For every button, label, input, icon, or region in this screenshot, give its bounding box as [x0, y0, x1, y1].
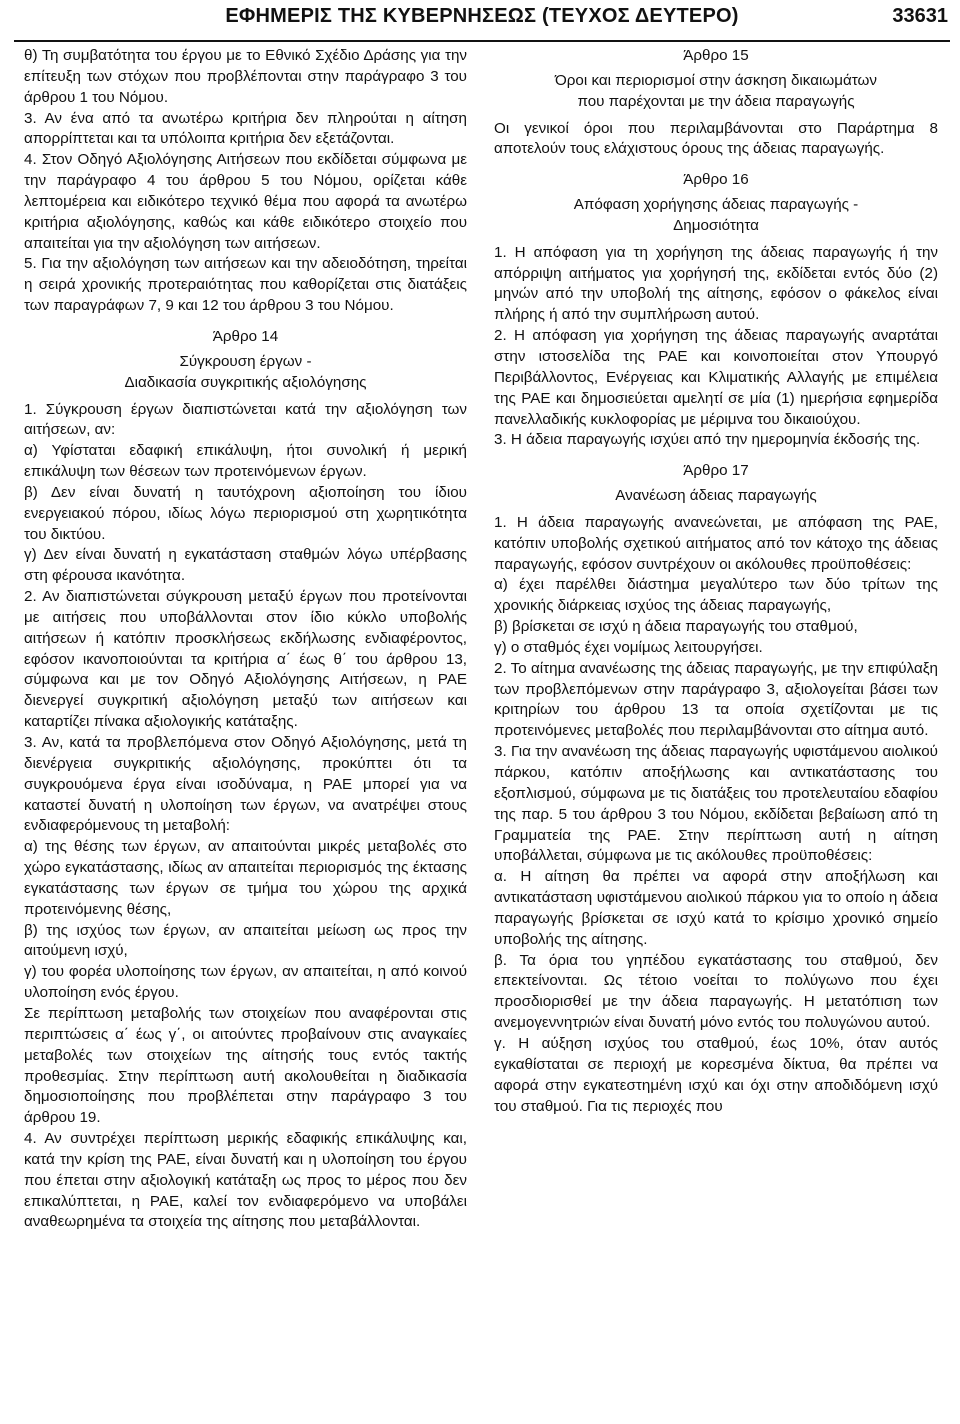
paragraph: α) Υφίσταται εδαφική επικάλυψη, ήτοι συνολική ή μερική επικάλυψη των θέσεων των προτεινόμενων έργων.	[24, 442, 467, 481]
paragraph: 3. Για την ανανέωση της άδειας παραγωγής υφιστάμενου αιολικού πάρκου, κατόπιν αποξήλωσης και αντικατάστασης του εξοπλισμού, σύμφωνα με τις διατάξεις του προτελευταίου εδαφίου της παρ. 5 του άρθρου 3 του Νόμου, εκδίδεται βεβαίωση από τη Γραμματεία της ΡΑΕ. Στην περίπτωση αυτή η αίτηση υποβάλλεται, σύμφωνα με τις ακόλουθες προϋποθέσεις:	[494, 743, 938, 865]
paragraph: 5. Για την αξιολόγηση των αιτήσεων και την αδειοδότηση, τηρείται η σειρά χρονικής προτεραιότητας που καθορίζεται στις διατάξεις των παραγράφων 7, 9 και 12 του άρθρου 3 του Νόμου.	[24, 255, 467, 315]
paragraph: γ. Η αύξηση ισχύος του σταθμού, έως 10%, όταν αυτός εγκαθίσταται σε περιοχή με κορεσμένα δίκτυα, θα πρέπει να αφορά στην εγκατεστημένη ισχύ και όχι στην αποδιδόμενη ισχύ του σταθμού. Για τις περιοχές που	[494, 1034, 938, 1115]
paragraph: 1. Σύγκρουση έργων διαπιστώνεται κατά την αξιολόγηση των αιτήσεων, αν:	[24, 400, 467, 439]
paragraph: 4. Αν συντρέχει περίπτωση μερικής εδαφικής επικάλυψης και, κατά την κρίση της ΡΑΕ, είναι δυνατή και η υλοποίηση του έργου που έπεται στην αξιολογική κατάταξη ως προς το μέρος που δεν επικαλύπτεται, η ΡΑΕ, καλεί τον ενδιαφερόμενο να υποβάλει αναθεωρημένα τα στοιχεία της αίτησης που μεταβάλλονται.	[24, 1130, 467, 1231]
paragraph: 3. Αν ένα από τα ανωτέρω κριτήρια δεν πληρούται η αίτηση απορρίπτεται και τα υπόλοιπα κριτήρια δεν εξετάζονται.	[24, 109, 467, 148]
paragraph: 3. Αν, κατά τα προβλεπόμενα στον Οδηγό Αξιολόγησης, μετά τη διενέργεια συγκριτικής αξιολόγησης, προκύπτει ότι τα συγκρουόμενα έργα είναι ισοδύναμα, η ΡΑΕ μπορεί για να καταστεί δυνατή η υλοποίηση των έργων, να ανατρέψει στους ενδιαφερόμενους τη μεταβολή:	[24, 734, 467, 835]
paragraph: β) βρίσκεται σε ισχύ η άδεια παραγωγής του σταθμού,	[494, 618, 858, 636]
article-title: Απόφαση χορήγησης άδειας παραγωγής -	[573, 196, 859, 214]
article-title: Ανανέωση άδειας παραγωγής	[615, 487, 817, 505]
article-heading: Άρθρο 16	[683, 171, 749, 189]
article-heading: Άρθρο 14	[212, 327, 279, 345]
paragraph: γ) ο σταθμός έχει νομίμως λειτουργήσει.	[494, 638, 763, 656]
paragraph: γ) Δεν είναι δυνατή η εγκατάσταση σταθμών λόγω υπέρβασης στη φέρουσα ικανότητα.	[24, 546, 467, 585]
paragraph: 2. Το αίτημα ανανέωσης της άδειας παραγωγής, με την επιφύλαξη των προβλεπόμενων στην παράγραφο 3, αξιολογείται βάσει των κριτηρίων του άρθρου 13 τα οποία σχετίζονται με τις προτεινόμενες μεταβολές που περιλαμβάνονται στο αίτημα αυτό.	[494, 659, 938, 740]
page-header	[14, 0, 950, 42]
gazette-title: ΕΦΗΜΕΡΙΣ ΤΗΣ ΚΥΒΕΡΝΗΣΕΩΣ (ΤΕΥΧΟΣ ΔΕΥΤΕΡΟ)	[225, 5, 739, 27]
paragraph: Σε περίπτωση μεταβολής των στοιχείων που αναφέρονται στις περιπτώσεις α΄ έως γ΄, οι αιτούντες προβαίνουν στις αναγκαίες μεταβολές των στοιχείων της αίτησής τους εντός τακτής προθεσμίας. Στην περίπτωση αυτή ακολουθείται η διαδικασία δημοσιοποίησης που προβλέπεται στην παράγραφο 3 του άρθρου 19.	[24, 1004, 467, 1127]
article-heading: Άρθρο 17	[683, 462, 749, 480]
left-column	[24, 46, 467, 1233]
paragraph: α) έχει παρέλθει διάστημα μεγαλύτερο των δύο τρίτων της χρονικής διάρκειας ισχύος της άδειας παραγωγής,	[494, 576, 938, 615]
paragraph: Οι γενικοί όροι που περιλαμβάνονται στο Παράρτημα 8 αποτελούν τους ελάχιστους όρους της άδειας παραγωγής.	[494, 119, 938, 158]
article-title: Σύγκρουση έργων -	[179, 352, 312, 370]
paragraph: 3. Η άδεια παραγωγής ισχύει από την ημερομηνία έκδοσής της.	[494, 431, 921, 449]
paragraph: 1. Η απόφαση για τη χορήγηση της άδειας παραγωγής ή την απόρριψη αιτήματος για χορήγησή της, εκδίδεται εντός δύο (2) μηνών από την υποβολή της αίτησης, εφόσον ο φάκελος είναι πλήρης ή από την συμπλήρωση αυτού.	[494, 243, 938, 324]
paragraph: β) της ισχύος των έργων, αν απαιτείται μείωση ως προς την αιτούμενη ισχύ,	[24, 921, 467, 960]
paragraph: 2. Αν διαπιστώνεται σύγκρουση μεταξύ έργων που προτείνονται με αιτήσεις που υποβάλλονται στον ίδιο κύκλο υποβολής αιτήσεων ή κατόπιν προσκλήσεως εκδήλωσης ενδιαφέροντος, εφόσον ικανοποιούνται τα κριτήρια α΄ έως θ΄ του άρθρου 13, σύμφωνα και με τον Οδηγό Αξιολόγησης Αιτήσεων, η ΡΑΕ διενεργεί συγκριτική αξιολόγηση μεταξύ των αιτήσεων και καταρτίζει πίνακα αξιολογικής κατάταξης.	[24, 588, 467, 731]
article-heading: Άρθρο 15	[683, 47, 749, 64]
article-title: Όροι και περιορισμοί στην άσκηση δικαιωμάτων	[555, 71, 877, 89]
paragraph: β) Δεν είναι δυνατή η ταυτόχρονη αξιοποίηση του ίδιου ενεργειακού πόρου, ιδίως λόγω περιορισμού στη χωρητικότητα του δικτύου.	[24, 483, 467, 543]
paragraph: α. Η αίτηση θα πρέπει να αφορά στην αποξήλωση και αντικατάσταση υφιστάμενου αιολικού πάρκου για το οποίο η άδεια παραγωγής βρίσκεται σε ισχύ κατά το κρίσιμο χρονικό σημείο υποβολής της αίτησης.	[494, 868, 938, 948]
paragraph: 2. Η απόφαση για χορήγηση της άδειας παραγωγής αναρτάται στην ιστοσελίδα της ΡΑΕ και κοινοποιείται στον Υπουργό Περιβάλλοντος, Ενέργειας και Κλιματικής Αλλαγής με επιμέλεια της ΡΑΕ και δημοσιεύεται αμελητί σε μία (1) ημερήσια εφημερίδα πανελλαδικής κυκλοφορίας με μέριμνα του δικαιούχου.	[494, 327, 938, 428]
paragraph: α) της θέσης των έργων, αν απαιτούνται μικρές μεταβολές στο χώρο εγκατάστασης, ιδίως αν απαιτείται περιορισμός της έκτασης εγκατάστασης των έργων σε τμήμα του χώρου της αρχικά προτεινόμενης θέσης,	[24, 838, 467, 918]
paragraph: β. Τα όρια του γηπέδου εγκατάστασης του σταθμού, δεν επεκτείνονται. Ως τέτοιο νοείται το πολύγωνο που έχει προσδιορισθεί με την άδεια παραγωγής. Η μετατόπιση των ανεμογεννητριών είναι δυνατή μόνο εντός του πολυγώνου αυτού.	[494, 951, 938, 1032]
page-number: 33631	[892, 5, 948, 27]
article-title: Δημοσιότητα	[673, 216, 759, 234]
article-title: που παρέχονται με την άδεια παραγωγής	[577, 92, 855, 110]
paragraph: 4. Στον Οδηγό Αξιολόγησης Αιτήσεων που εκδίδεται σύμφωνα με την παράγραφο 4 του άρθρου 5 του Νόμου, ορίζεται κάθε λεπτομέρεια και ειδικότερο τεχνικό θέμα που αφορά τα ανωτέρω κριτήρια αξιολόγησης, καθώς και κάθε ειδικότερο στοιχείο που απαιτείται για την αξιολόγηση των αιτήσεων.	[24, 151, 467, 252]
paragraph: 1. Η άδεια παραγωγής ανανεώνεται, με απόφαση της ΡΑΕ, κατόπιν υποβολής σχετικού αιτήματος από τον κάτοχο της άδειας παραγωγής, εφόσον συντρέχουν οι ακόλουθες προϋποθέσεις:	[494, 513, 938, 573]
paragraph: θ) Τη συμβατότητα του έργου με το Εθνικό Σχέδιο Δράσης για την επίτευξη των στόχων που προβλέπονται στην παράγραφο 3 του άρθρου 1 του Νόμου.	[24, 47, 467, 106]
article-title: Διαδικασία συγκριτικής αξιολόγησης	[124, 373, 367, 391]
right-column	[494, 46, 938, 1117]
paragraph: γ) του φορέα υλοποίησης των έργων, αν απαιτείται, η από κοινού υλοποίηση ενός έργου.	[24, 963, 467, 1002]
